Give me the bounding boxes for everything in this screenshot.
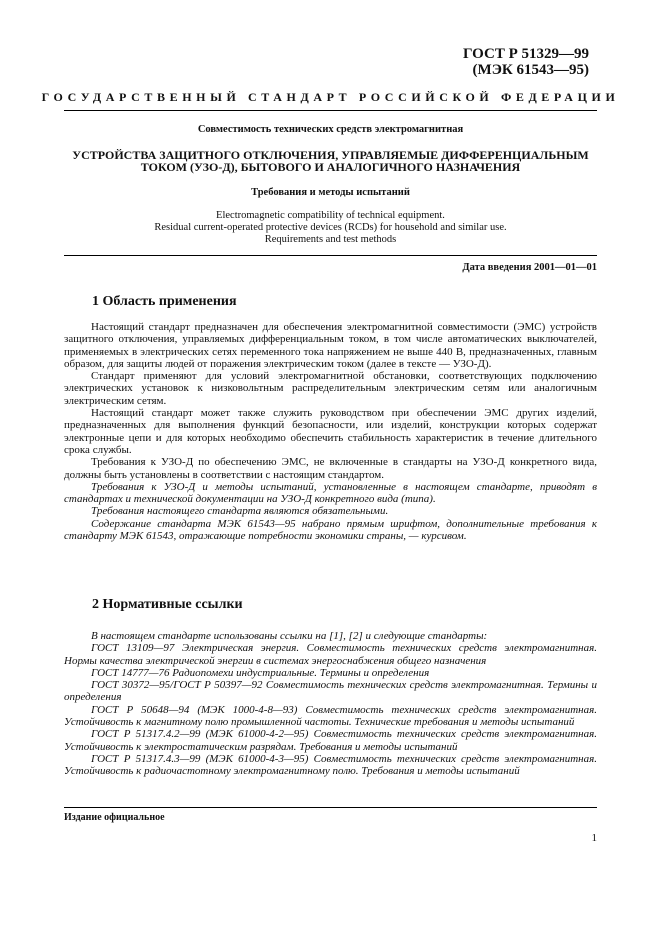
section-1-heading: 1 Область применения (92, 294, 237, 309)
section-1-paragraph: Настоящий стандарт может также служить руководством при обеспечении ЭМС других изделий, предназначенных для выполнения функций безопасности, или изделий, конструкции которых содержат электронные цепи и для которых необходимо обеспечить стабильность характеристик в течение длительного срока службы. (64, 407, 597, 456)
compatibility-heading: Совместимость технических средств электромагнитная (197, 124, 464, 135)
introduction-date: Дата введения 2001—01—01 (462, 262, 597, 273)
section-1-italic-paragraph: Требования настоящего стандарта являются обязательными. (91, 505, 389, 518)
normative-reference: В настоящем стандарте использованы ссылки на [1], [2] и следующие стандарты: (91, 630, 488, 642)
main-title-line-2: ТОКОМ (УЗО-Д), БЫТОВОГО И АНАЛОГИЧНОГО НАЗНАЧЕНИЯ (140, 160, 521, 174)
english-title-line-2: Residual current-operated protective devices (RCDs) for household and similar use. (154, 222, 507, 233)
banner-rule (64, 110, 597, 111)
normative-reference: ГОСТ Р 51317.4.3—99 (МЭК 61000-4-3—95) Совместимость технических средств электромагнитная. Устойчивость к радиочастотному электромагнитному полю. Требования и методы испытаний (64, 752, 597, 778)
main-title-line-1: УСТРОЙСТВА ЗАЩИТНОГО ОТКЛЮЧЕНИЯ, УПРАВЛЯЕМЫЕ ДИФФЕРЕНЦИАЛЬНЫМ (72, 148, 589, 162)
normative-reference: ГОСТ 13109—97 Электрическая энергия. Совместимость технических средств электромагнитная. Нормы качества электрической энергии в системах энергоснабжения общего назначения (64, 642, 597, 667)
english-title (64, 210, 597, 246)
title-subtitle: Требования и методы испытаний (251, 187, 410, 198)
title-rule (64, 255, 597, 256)
normative-reference: ГОСТ Р 50648—94 (МЭК 1000-4-8—93) Совместимость технических средств электромагнитная. Устойчивость к магнитному полю промышленной частоты. Технические требования и методы испытаний (64, 703, 597, 729)
section-1-paragraph: Требования к УЗО-Д по обеспечению ЭМС, не включенные в стандарты на УЗО-Д конкретного вида, должны быть установлены в соответствии с настоящим стандартом. (64, 456, 597, 481)
section-1-body (64, 321, 597, 542)
main-title (64, 149, 597, 173)
standard-code: ГОСТ Р 51329—99 (462, 46, 589, 62)
section-1-italic-paragraph: Требования к УЗО-Д и методы испытаний, установленные в настоящем стандарте, приводят в стандартах и технической документации на УЗО-Д конкретного вида (типа). (64, 480, 597, 506)
section-2-heading: 2 Нормативные ссылки (92, 597, 243, 612)
page-number: 1 (591, 832, 597, 844)
english-title-line-1: Electromagnetic compatibility of technical equipment. (216, 210, 445, 221)
normative-reference: ГОСТ Р 51317.4.2—99 (МЭК 61000-4-2—95) Совместимость технических средств электромагнитная. Устойчивость к электростатическим разрядам. Требования и методы испытаний (64, 728, 597, 753)
section-2-body (64, 630, 597, 778)
footer-rule (64, 807, 597, 808)
normative-reference: ГОСТ 14777—76 Радиопомехи индустриальные. Термины и определения (91, 666, 430, 679)
english-title-line-3: Requirements and test methods (264, 234, 397, 245)
state-standard-banner: ГОСУДАРСТВЕННЫЙ СТАНДАРТ РОССИЙСКОЙ ФЕДЕРАЦИИ (41, 90, 620, 104)
section-1-italic-paragraph: Содержание стандарта МЭК 61543—95 набрано прямым шрифтом, дополнительные требования к стандарту МЭК 61543, отражающие потребности экономики страны, — курсивом. (64, 517, 597, 543)
normative-reference: ГОСТ 30372—95/ГОСТ Р 50397—92 Совместимость технических средств электромагнитная. Термины и определения (64, 679, 597, 704)
standard-code-block (463, 46, 589, 78)
official-edition-note: Издание официальное (64, 812, 165, 823)
section-1-paragraph: Стандарт применяют для условий электромагнитной обстановки, соответствующих подключению электрических установок к низковольтным распределительным электрическим сетям или аналогичным электрическим сетям. (64, 370, 597, 407)
section-1-paragraph: Настоящий стандарт предназначен для обеспечения электромагнитной совместимости (ЭМС) устройств защитного отключения, управляемых дифференциальным током, в том числе автоматических выключателей, применяемых в электрических сетях переменного тока напряжением не выше 440 В, предназначенных, главным образом, для защиты людей от поражения электрическим током (далее в тексте — УЗО-Д). (64, 321, 597, 370)
iec-code: (МЭК 61543—95) (472, 62, 589, 78)
